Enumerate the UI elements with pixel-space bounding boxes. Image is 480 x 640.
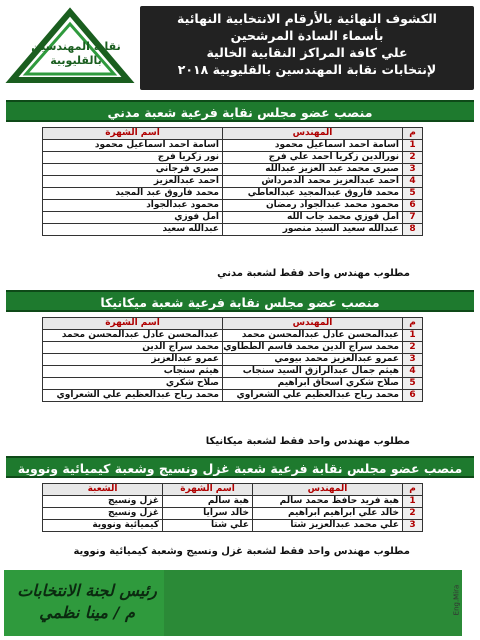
known-name: محمد سراج الدين: [43, 342, 223, 354]
row-number: 7: [403, 212, 423, 224]
row-number: 3: [403, 164, 423, 176]
known-name: محمد فاروق عبد المجيد: [43, 188, 223, 200]
table-header-row: [43, 484, 423, 496]
row-number: 5: [403, 188, 423, 200]
table-header-row: [43, 318, 423, 330]
division-name: غزل ونسيج: [43, 508, 163, 520]
engineer-name: محمود محمد عبدالجواد رمضان: [223, 200, 403, 212]
logo-line-1: نقابة المهندسين: [31, 40, 121, 53]
header-line-1: الكشوف النهائية بالأرقام الانتخابية النهائية: [177, 11, 437, 26]
known-name: علي شتا: [163, 520, 253, 532]
header-known-name: اسم الشهرة: [43, 128, 223, 140]
table-row: [43, 366, 423, 378]
section-title-civil: منصب عضو مجلس نقابة فرعية شعبة مدني: [6, 100, 474, 122]
header-line-4: لإنتخابات نقابة المهندسين بالقليوبية ٢٠١٨: [177, 62, 437, 77]
header-line-2: بأسماء السادة المرشحين: [230, 28, 384, 43]
section-title-mechanical: منصب عضو مجلس نقابة فرعية شعبة ميكانيكا: [6, 290, 474, 312]
note-textile-chemical: مطلوب مهندس واحد فقط لشعبة غزل ونسيج وشعبة كيميائية ونووية: [73, 546, 410, 557]
table-row: [43, 200, 423, 212]
row-number: 1: [403, 140, 423, 152]
known-name: هيثم سنجاب: [43, 366, 223, 378]
known-name: عمرو عبدالعزيز: [43, 354, 223, 366]
table-header-row: [43, 128, 423, 140]
table-row: [43, 508, 423, 520]
logo-text: [24, 40, 128, 68]
header-known-name: اسم الشهرة: [163, 484, 253, 496]
section-title-textile-chemical: منصب عضو مجلس نقابة فرعية شعبة غزل ونسيج وشعبة كيميائية ونووية: [6, 456, 474, 478]
table-row: [43, 140, 423, 152]
table-civil: [42, 127, 423, 236]
engineer-name: امل فوزي محمد جاب الله: [223, 212, 403, 224]
header-engineer: المهندس: [223, 318, 403, 330]
engineer-name: عبدالمحسن عادل عبدالمحسن محمد: [223, 330, 403, 342]
signature-line-1: رئيس لجنة الانتخابات: [17, 581, 157, 600]
engineer-name: عبدالله سعيد السيد منصور: [223, 224, 403, 236]
engineer-name: صلاح شكري اسحاق ابراهيم: [223, 378, 403, 390]
known-name: اسامة احمد اسماعيل محمود: [43, 140, 223, 152]
division-name: غزل ونسيج: [43, 496, 163, 508]
table-row: [43, 176, 423, 188]
table-row: [43, 354, 423, 366]
table-row: [43, 152, 423, 164]
known-name: محمد رياح عبدالعظيم علي الشعراوي: [43, 390, 223, 402]
engineer-name: خالد علي ابراهيم ابراهيم: [253, 508, 403, 520]
table-row: [43, 496, 423, 508]
row-number: 4: [403, 176, 423, 188]
engineer-name: محمد سراج الدين محمد قاسم الططاوي: [223, 342, 403, 354]
known-name: محمود عبدالجواد: [43, 200, 223, 212]
known-name: نور زكريا فرج: [43, 152, 223, 164]
engineer-name: محمد فاروق عبدالمجيد عبدالعاطي: [223, 188, 403, 200]
table-mechanical: [42, 317, 423, 402]
known-name: هبة سالم: [163, 496, 253, 508]
note-mechanical: مطلوب مهندس واحد فقط لشعبة ميكانيكا: [205, 436, 410, 447]
header-known-name: اسم الشهرة: [43, 318, 223, 330]
row-number: 6: [403, 200, 423, 212]
division-name: كيميائية ونووية: [43, 520, 163, 532]
engineer-name: احمد عبدالعزيز محمد الدمرداش: [223, 176, 403, 188]
header-num: م: [403, 128, 423, 140]
row-number: 3: [403, 520, 423, 532]
table-row: [43, 378, 423, 390]
engineer-name: هيثم جمال عبدالرازق السيد سنجاب: [223, 366, 403, 378]
engineer-name: محمد رياح عبدالعظيم علي الشعراوي: [223, 390, 403, 402]
table-row: [43, 188, 423, 200]
known-name: خالد سرايا: [163, 508, 253, 520]
known-name: امل فوزي: [43, 212, 223, 224]
engineer-name: هبة فريد حافظ محمد سالم: [253, 496, 403, 508]
header-engineer: المهندس: [253, 484, 403, 496]
row-number: 4: [403, 366, 423, 378]
row-number: 6: [403, 390, 423, 402]
engineer-name: عمرو عبدالعزيز محمد بيومي: [223, 354, 403, 366]
known-name: صلاح شكري: [43, 378, 223, 390]
table-row: [43, 164, 423, 176]
row-number: 1: [403, 496, 423, 508]
row-number: 5: [403, 378, 423, 390]
table-row: [43, 212, 423, 224]
engineer-name: اسامة احمد اسماعيل محمود: [223, 140, 403, 152]
signature-line-2: م / مينا نظمي: [39, 603, 135, 622]
table-textile-chemical: [42, 483, 423, 532]
header-division: الشعبة: [43, 484, 163, 496]
row-number: 2: [403, 342, 423, 354]
watermark-text: Eng.Mira: [452, 584, 461, 616]
committee-signature: [12, 580, 162, 624]
known-name: عبدالمحسن عادل عبدالمحسن محمد: [43, 330, 223, 342]
watermark: [452, 570, 477, 636]
row-number: 3: [403, 354, 423, 366]
header-line-3: علي كافة المراكز النقابية الخالية: [206, 45, 408, 60]
header-engineer: المهندس: [223, 128, 403, 140]
row-number: 2: [403, 152, 423, 164]
table-row: [43, 224, 423, 236]
note-civil: مطلوب مهندس واحد فقط لشعبة مدني: [217, 268, 410, 279]
header-num: م: [403, 318, 423, 330]
row-number: 2: [403, 508, 423, 520]
known-name: صبري فرجاني: [43, 164, 223, 176]
known-name: عبدالله سعيد: [43, 224, 223, 236]
row-number: 1: [403, 330, 423, 342]
known-name: احمد عبدالعزيز: [43, 176, 223, 188]
engineer-name: صبري محمد عبد العزيز عبدالله: [223, 164, 403, 176]
table-row: [43, 390, 423, 402]
engineer-name: علي محمد عبدالعزيز شتا: [253, 520, 403, 532]
row-number: 8: [403, 224, 423, 236]
page-header: [140, 6, 474, 90]
table-row: [43, 342, 423, 354]
logo-line-2: بالقليوبية: [50, 54, 102, 67]
table-row: [43, 520, 423, 532]
engineer-name: نورالدين زكريا احمد علي فرج: [223, 152, 403, 164]
header-num: م: [403, 484, 423, 496]
table-row: [43, 330, 423, 342]
